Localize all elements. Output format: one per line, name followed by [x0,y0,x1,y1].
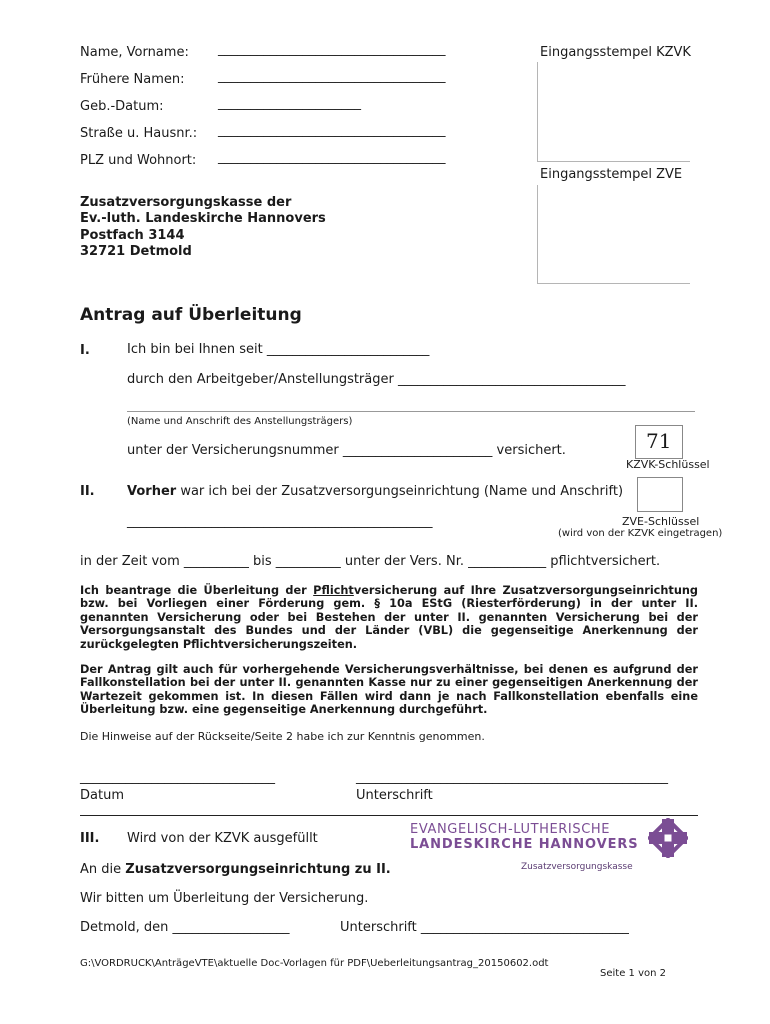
application-paragraph [80,584,698,651]
page-title: Antrag auf Überleitung [80,305,302,325]
former-names-label: Frühere Namen: [80,72,185,87]
section-2-period[interactable]: in der Zeit vom __________ bis __________ unter der Vers. Nr. ____________ pflichtversichert. [80,554,661,569]
section-2-lead-rest: war ich bei der Zusatzversorgungseinrichtung (Name und Anschrift) [176,484,624,499]
stamp-kzvk-box [537,62,690,162]
street-line[interactable]: ___________________________________ [218,123,446,138]
cross-logo-icon [648,818,688,858]
date-line[interactable]: ______________________________ [80,770,275,785]
kzvk-key-box [635,425,683,459]
city-label: PLZ und Wohnort: [80,153,197,168]
section-2-number: II. [80,484,95,499]
recipient-prefix: An die [80,862,126,877]
page-number: Seite 1 von 2 [600,968,666,979]
section-1-insurance-number[interactable]: unter der Versicherungsnummer _______________________ versichert. [127,443,566,458]
recipient-name: Zusatzversorgungseinrichtung zu II. [125,862,391,877]
zve-key-label: ZVE-Schlüssel [622,515,700,528]
birth-date-line[interactable]: ______________________ [218,96,361,111]
section-3-number: III. [80,831,100,846]
notes-acknowledgement: Die Hinweise auf der Rückseite/Seite 2 habe ich zur Kenntnis genommen. [80,730,485,743]
address-line-2: Ev.-luth. Landeskirche Hannovers [80,211,326,226]
section-divider [80,815,698,816]
address-line-3: Postfach 3144 [80,228,185,243]
section-1-employer[interactable]: durch den Arbeitgeber/Anstellungsträger ___________________________________ [127,372,626,387]
street-label: Straße u. Hausnr.: [80,126,198,141]
kzvk-key-value: 71 [646,429,672,453]
zve-key-note: (wird von der KZVK eingetragen) [558,528,723,539]
kzvk-key-label: KZVK-Schlüssel [626,458,710,471]
stamp-kzvk-label: Eingangsstempel KZVK [540,45,691,60]
name-line[interactable]: ___________________________________ [218,42,446,57]
stamp-zve-label: Eingangsstempel ZVE [540,167,683,182]
date-label: Datum [80,788,124,803]
section-2-lead [127,484,623,499]
logo-line-3: Zusatzversorgungskasse [521,862,633,872]
address-line-4: 32721 Detmold [80,244,192,259]
paragraph-1-start: Ich beantrage die Überleitung der [80,584,314,597]
logo-line-2: LANDESKIRCHE HANNOVERS [410,837,639,852]
section-3-heading: Wird von der KZVK ausgefüllt [127,831,318,846]
employer-address-line[interactable] [127,411,695,412]
transfer-request: Wir bitten um Überleitung der Versicherung. [80,891,369,906]
zve-key-box[interactable] [637,477,683,512]
signature-label: Unterschrift [356,788,433,803]
file-path: G:\VORDRUCK\AnträgeVTE\aktuelle Doc-Vorlagen für PDF\Ueberleitungsantrag_20150602.odt [80,958,549,969]
signature-line[interactable]: ________________________________________________ [356,770,668,785]
kzvk-signature[interactable]: Unterschrift ________________________________ [340,920,629,935]
former-names-line[interactable]: ___________________________________ [218,69,446,84]
city-line[interactable]: ___________________________________ [218,150,446,165]
address-line-1: Zusatzversorgungskasse der [80,195,292,210]
section-2-lead-bold: Vorher [127,484,177,499]
recipient-zve [80,862,391,877]
stamp-zve-box [537,185,690,284]
section-1-since[interactable]: Ich bin bei Ihnen seit _________________________ [127,342,430,357]
name-label: Name, Vorname: [80,45,189,60]
logo-line-1: EVANGELISCH-LUTHERISCHE [410,822,611,837]
section-2-institution-line[interactable]: _______________________________________________ [127,514,433,529]
birth-date-label: Geb.-Datum: [80,99,164,114]
detmold-date[interactable]: Detmold, den __________________ [80,920,290,935]
scope-paragraph: Der Antrag gilt auch für vorhergehende Versicherungsverhältnisse, bei denen es aufgrund der Fallkonstellation bei der unter II. genannten Kasse nur zu einer gegenseitigen Anerkennung der Wartezeit gekommen ist. In diesen Fällen wird dann je nach Fallkonstellation ebenfalls eine Überleitung bzw. eine gegenseitige Anerkennung durchgeführt. [80,663,698,717]
paragraph-1-rest: versicherung auf Ihre Zusatzversorgungseinrichtung bzw. bei Vorliegen einer Förderung gem. § 10a EStG (Riesterförderung) in der unter II. genannten Versicherung oder bei Bestehen der unter II. genannten Versicherung bei der Versorgungsanstalt des Bundes und der Länder (VBL) die gegenseitige Anerkennung der zurückgelegten Pflichtversicherungszeiten. [80,584,698,651]
paragraph-1-underlined: Pflicht [313,584,354,597]
employer-caption: (Name und Anschrift des Anstellungsträgers) [127,416,353,427]
section-1-number: I. [80,343,90,358]
